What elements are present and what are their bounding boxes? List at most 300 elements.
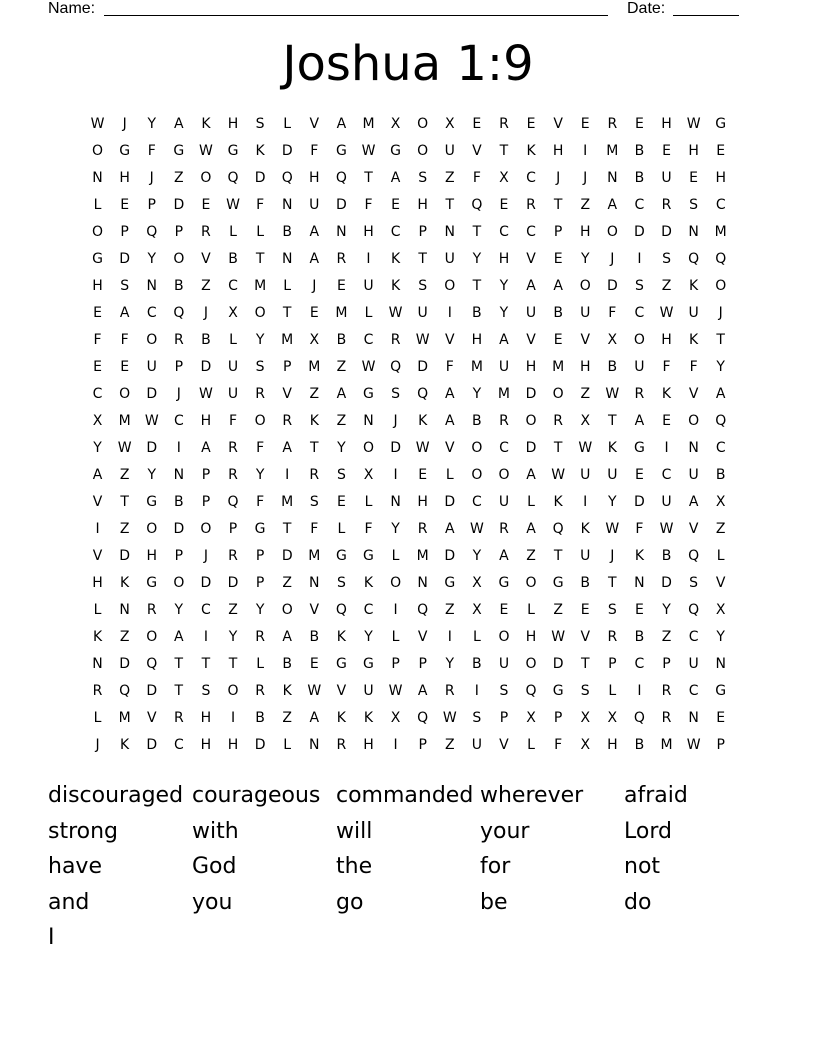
grid-letter[interactable]: T [201, 656, 211, 672]
grid-letter[interactable]: J [718, 305, 723, 321]
grid-letter[interactable]: G [146, 494, 158, 510]
grid-letter[interactable]: X [715, 494, 726, 510]
grid-letter[interactable]: S [336, 575, 346, 591]
grid-letter[interactable]: Q [471, 197, 483, 213]
grid-letter[interactable]: P [255, 575, 265, 591]
grid-letter[interactable]: Z [228, 602, 238, 618]
grid-letter[interactable]: D [417, 359, 429, 375]
grid-letter[interactable]: Y [255, 467, 265, 483]
grid-letter[interactable]: D [146, 683, 158, 699]
grid-letter[interactable]: O [633, 332, 645, 348]
grid-letter[interactable]: D [634, 494, 645, 510]
grid-letter[interactable]: B [255, 710, 265, 726]
grid-letter[interactable]: L [93, 197, 102, 213]
grid-letter[interactable]: H [417, 197, 428, 213]
grid-letter[interactable]: G [552, 683, 564, 699]
grid-letter[interactable]: D [146, 737, 158, 753]
grid-letter[interactable]: B [553, 305, 563, 321]
grid-letter[interactable]: H [92, 278, 103, 294]
grid-letter[interactable]: Q [688, 602, 700, 618]
grid-letter[interactable]: W [117, 440, 132, 456]
grid-letter[interactable]: R [499, 521, 509, 537]
grid-letter[interactable]: T [282, 521, 292, 537]
grid-letter[interactable]: Z [444, 602, 455, 618]
grid-letter[interactable]: B [228, 251, 238, 267]
grid-letter[interactable]: U [688, 305, 699, 321]
grid-letter[interactable]: J [610, 548, 615, 564]
grid-letter[interactable]: W [361, 359, 376, 375]
grid-letter[interactable]: Z [661, 278, 672, 294]
grid-letter[interactable]: Y [716, 359, 725, 375]
grid-letter[interactable]: R [228, 467, 238, 483]
grid-letter[interactable]: X [580, 710, 591, 726]
grid-letter[interactable]: V [715, 575, 726, 591]
grid-letter[interactable]: E [93, 305, 102, 321]
grid-letter[interactable]: O [119, 386, 131, 402]
grid-letter[interactable]: H [525, 359, 537, 375]
grid-letter[interactable]: R [390, 332, 401, 348]
grid-letter[interactable]: R [173, 710, 184, 726]
grid-letter[interactable]: C [228, 278, 238, 294]
grid-letter[interactable]: W [469, 521, 484, 537]
grid-letter[interactable]: Q [173, 305, 185, 321]
grid-letter[interactable]: R [444, 683, 455, 699]
grid-letter[interactable]: K [607, 440, 617, 456]
grid-letter[interactable]: O [417, 143, 429, 159]
grid-letter[interactable]: A [309, 224, 320, 240]
grid-letter[interactable]: U [309, 197, 320, 213]
grid-letter[interactable]: D [200, 359, 212, 375]
grid-letter[interactable]: Z [309, 386, 320, 402]
grid-letter[interactable]: E [309, 656, 319, 672]
grid-letter[interactable]: P [608, 656, 617, 672]
grid-letter[interactable]: N [444, 224, 455, 240]
grid-letter[interactable]: V [580, 332, 591, 348]
grid-letter[interactable]: X [390, 710, 401, 726]
grid-letter[interactable]: A [417, 683, 428, 699]
grid-letter[interactable]: Q [633, 710, 645, 726]
grid-letter[interactable]: P [553, 710, 563, 726]
grid-letter[interactable]: O [227, 683, 239, 699]
grid-letter[interactable]: C [173, 413, 184, 429]
grid-letter[interactable]: O [471, 440, 483, 456]
grid-letter[interactable]: H [227, 737, 239, 753]
grid-letter[interactable]: P [418, 224, 427, 240]
grid-letter[interactable]: J [149, 170, 154, 186]
grid-letter[interactable]: P [716, 737, 725, 753]
grid-letter[interactable]: W [144, 413, 159, 429]
grid-letter[interactable]: G [227, 143, 239, 159]
grid-letter[interactable]: T [608, 575, 617, 591]
grid-letter[interactable]: O [200, 521, 212, 537]
grid-letter[interactable]: S [201, 683, 211, 699]
grid-letter[interactable]: G [363, 548, 374, 564]
grid-letter[interactable]: J [203, 305, 208, 321]
grid-letter[interactable]: O [254, 413, 266, 429]
grid-letter[interactable]: S [120, 278, 130, 294]
grid-letter[interactable]: J [583, 170, 588, 186]
grid-letter[interactable]: Q [281, 170, 293, 186]
grid-letter[interactable]: L [472, 629, 481, 645]
grid-letter[interactable]: B [472, 413, 482, 429]
grid-letter[interactable]: O [254, 305, 266, 321]
grid-letter[interactable]: I [447, 305, 452, 321]
grid-letter[interactable]: L [229, 224, 237, 240]
grid-letter[interactable]: W [415, 440, 430, 456]
grid-letter[interactable]: I [230, 710, 236, 726]
grid-letter[interactable]: O [92, 224, 104, 240]
grid-letter[interactable]: L [716, 548, 725, 564]
grid-letter[interactable]: A [526, 521, 536, 537]
grid-letter[interactable]: T [228, 656, 238, 672]
grid-letter[interactable]: K [309, 413, 319, 429]
grid-letter[interactable]: C [363, 332, 374, 348]
grid-letter[interactable]: Q [688, 251, 700, 267]
grid-letter[interactable]: A [715, 386, 726, 402]
grid-letter[interactable]: C [526, 170, 536, 186]
grid-letter[interactable]: T [553, 197, 563, 213]
grid-letter[interactable]: Y [662, 602, 671, 618]
grid-letter[interactable]: U [444, 251, 455, 267]
grid-letter[interactable]: I [285, 467, 290, 483]
grid-letter[interactable]: R [634, 386, 645, 402]
grid-letter[interactable]: R [553, 413, 563, 429]
grid-letter[interactable]: Y [391, 521, 400, 537]
grid-letter[interactable]: F [364, 521, 373, 537]
grid-letter[interactable]: J [556, 170, 561, 186]
grid-letter[interactable]: H [607, 737, 618, 753]
grid-letter[interactable]: A [336, 116, 347, 132]
grid-letter[interactable]: H [525, 629, 537, 645]
grid-letter[interactable]: T [120, 494, 129, 510]
grid-letter[interactable]: C [92, 386, 103, 402]
grid-letter[interactable]: A [390, 170, 401, 186]
grid-letter[interactable]: X [580, 737, 591, 753]
grid-letter[interactable]: E [418, 467, 428, 483]
grid-letter[interactable]: U [688, 467, 699, 483]
grid-letter[interactable]: X [526, 710, 536, 726]
grid-letter[interactable]: Y [337, 440, 346, 456]
grid-letter[interactable]: W [226, 197, 240, 213]
grid-letter[interactable]: L [527, 602, 535, 618]
grid-letter[interactable]: W [388, 305, 403, 321]
grid-letter[interactable]: U [661, 494, 672, 510]
grid-letter[interactable]: F [93, 332, 102, 348]
grid-letter[interactable]: B [201, 332, 211, 348]
grid-letter[interactable]: Y [608, 494, 617, 510]
grid-letter[interactable]: O [146, 332, 158, 348]
grid-letter[interactable]: Q [552, 521, 564, 537]
grid-letter[interactable]: E [662, 413, 671, 429]
grid-letter[interactable]: F [147, 143, 156, 159]
grid-letter[interactable]: O [579, 278, 591, 294]
grid-letter[interactable]: N [119, 602, 130, 618]
grid-letter[interactable]: R [607, 116, 618, 132]
grid-letter[interactable]: E [580, 602, 590, 618]
grid-letter[interactable]: L [93, 710, 102, 726]
grid-letter[interactable]: W [551, 467, 566, 483]
grid-letter[interactable]: K [120, 575, 130, 591]
grid-letter[interactable]: Z [119, 521, 130, 537]
grid-letter[interactable]: N [309, 737, 320, 753]
grid-letter[interactable]: G [390, 143, 401, 159]
grid-letter[interactable]: F [689, 359, 698, 375]
grid-letter[interactable]: I [583, 143, 588, 159]
grid-letter[interactable]: T [282, 305, 292, 321]
grid-letter[interactable]: Z [201, 278, 211, 294]
grid-letter[interactable]: A [119, 305, 130, 321]
grid-letter[interactable]: T [580, 656, 590, 672]
grid-letter[interactable]: Q [417, 386, 429, 402]
grid-letter[interactable]: O [444, 278, 456, 294]
grid-letter[interactable]: U [661, 170, 672, 186]
grid-letter[interactable]: W [388, 683, 403, 699]
grid-letter[interactable]: W [659, 521, 674, 537]
grid-letter[interactable]: M [552, 359, 565, 375]
grid-letter[interactable]: N [146, 278, 157, 294]
grid-letter[interactable]: J [122, 116, 127, 132]
grid-letter[interactable]: F [228, 413, 238, 429]
grid-letter[interactable]: Z [336, 359, 347, 375]
grid-letter[interactable]: A [174, 116, 184, 132]
grid-letter[interactable]: D [336, 197, 347, 213]
grid-letter[interactable]: Z [282, 710, 292, 726]
date-blank-line[interactable] [673, 15, 739, 16]
grid-letter[interactable]: D [173, 197, 185, 213]
grid-letter[interactable]: U [498, 656, 510, 672]
grid-letter[interactable]: Y [445, 656, 455, 672]
grid-letter[interactable]: S [418, 170, 428, 186]
grid-letter[interactable]: N [688, 440, 699, 456]
grid-letter[interactable]: F [364, 197, 373, 213]
grid-letter[interactable]: G [335, 548, 347, 564]
grid-letter[interactable]: O [498, 629, 510, 645]
grid-letter[interactable]: R [499, 413, 509, 429]
grid-letter[interactable]: H [227, 116, 239, 132]
grid-letter[interactable]: L [256, 656, 265, 672]
grid-letter[interactable]: I [447, 629, 452, 645]
grid-letter[interactable]: D [281, 143, 293, 159]
grid-letter[interactable]: S [689, 197, 699, 213]
grid-letter[interactable]: O [146, 629, 158, 645]
grid-letter[interactable]: Q [146, 224, 158, 240]
grid-letter[interactable]: O [471, 467, 483, 483]
grid-letter[interactable]: G [119, 143, 131, 159]
grid-letter[interactable]: L [93, 602, 102, 618]
grid-letter[interactable]: X [607, 710, 618, 726]
grid-letter[interactable]: Z [174, 170, 184, 186]
grid-letter[interactable]: I [203, 629, 208, 645]
grid-letter[interactable]: L [527, 494, 535, 510]
grid-letter[interactable]: B [661, 548, 672, 564]
grid-letter[interactable]: P [418, 737, 427, 753]
grid-letter[interactable]: W [442, 710, 457, 726]
grid-letter[interactable]: Y [255, 332, 265, 348]
grid-letter[interactable]: I [637, 683, 642, 699]
grid-letter[interactable]: G [335, 143, 347, 159]
grid-letter[interactable]: U [607, 467, 618, 483]
grid-letter[interactable]: A [607, 197, 618, 213]
grid-letter[interactable]: X [580, 413, 591, 429]
grid-letter[interactable]: R [228, 440, 238, 456]
grid-letter[interactable]: V [201, 251, 211, 267]
grid-letter[interactable]: V [472, 143, 482, 159]
grid-letter[interactable]: E [499, 197, 509, 213]
grid-letter[interactable]: R [92, 683, 103, 699]
grid-letter[interactable]: X [715, 602, 726, 618]
grid-letter[interactable]: H [146, 548, 157, 564]
grid-letter[interactable]: P [228, 521, 238, 537]
grid-letter[interactable]: V [444, 440, 455, 456]
grid-letter[interactable]: A [309, 710, 320, 726]
grid-letter[interactable]: N [281, 197, 293, 213]
grid-letter[interactable]: C [688, 683, 699, 699]
grid-letter[interactable]: Y [174, 602, 184, 618]
grid-letter[interactable]: H [688, 143, 699, 159]
grid-letter[interactable]: Q [335, 170, 347, 186]
grid-letter[interactable]: C [363, 602, 374, 618]
grid-letter[interactable]: Z [444, 737, 455, 753]
grid-letter[interactable]: D [281, 548, 293, 564]
grid-letter[interactable]: T [608, 413, 617, 429]
grid-letter[interactable]: M [606, 143, 619, 159]
grid-letter[interactable]: D [200, 575, 212, 591]
grid-letter[interactable]: B [472, 656, 482, 672]
grid-letter[interactable]: E [580, 116, 590, 132]
grid-letter[interactable]: A [92, 467, 103, 483]
grid-letter[interactable]: Q [390, 359, 402, 375]
grid-letter[interactable]: C [471, 494, 482, 510]
grid-letter[interactable]: B [634, 737, 645, 753]
grid-letter[interactable]: P [662, 656, 671, 672]
grid-letter[interactable]: L [391, 548, 400, 564]
grid-letter[interactable]: K [201, 116, 211, 132]
grid-letter[interactable]: A [634, 413, 645, 429]
grid-letter[interactable]: S [607, 602, 617, 618]
grid-letter[interactable]: M [308, 548, 321, 564]
grid-letter[interactable]: E [634, 467, 644, 483]
grid-letter[interactable]: Q [417, 602, 429, 618]
grid-letter[interactable]: C [688, 629, 699, 645]
grid-letter[interactable]: K [553, 494, 563, 510]
grid-letter[interactable]: F [445, 359, 454, 375]
grid-letter[interactable]: D [390, 440, 401, 456]
grid-letter[interactable]: N [309, 575, 320, 591]
grid-letter[interactable]: I [95, 521, 100, 537]
grid-letter[interactable]: M [714, 224, 727, 240]
grid-letter[interactable]: Q [688, 548, 700, 564]
grid-letter[interactable]: O [173, 575, 185, 591]
grid-letter[interactable]: O [173, 251, 185, 267]
grid-letter[interactable]: H [579, 224, 591, 240]
grid-letter[interactable]: P [120, 224, 129, 240]
grid-letter[interactable]: W [551, 629, 566, 645]
grid-letter[interactable]: B [309, 629, 320, 645]
grid-letter[interactable]: H [715, 170, 726, 186]
grid-letter[interactable]: P [174, 548, 184, 564]
grid-letter[interactable]: A [688, 494, 699, 510]
grid-letter[interactable]: J [203, 548, 208, 564]
grid-letter[interactable]: J [176, 386, 181, 402]
grid-letter[interactable]: L [608, 683, 617, 699]
grid-letter[interactable]: V [417, 629, 428, 645]
grid-letter[interactable]: T [418, 251, 427, 267]
grid-letter[interactable]: U [471, 737, 482, 753]
grid-letter[interactable]: T [553, 440, 563, 456]
grid-letter[interactable]: U [634, 359, 645, 375]
grid-letter[interactable]: Y [472, 386, 482, 402]
grid-letter[interactable]: L [527, 737, 535, 753]
grid-letter[interactable]: G [92, 251, 103, 267]
grid-letter[interactable]: Z [580, 386, 591, 402]
grid-letter[interactable]: R [336, 251, 347, 267]
grid-letter[interactable]: W [199, 143, 213, 159]
grid-letter[interactable]: O [715, 278, 727, 294]
grid-letter[interactable]: V [526, 251, 536, 267]
grid-letter[interactable]: B [634, 629, 645, 645]
grid-letter[interactable]: Q [715, 251, 727, 267]
grid-letter[interactable]: P [174, 359, 184, 375]
grid-letter[interactable]: I [393, 737, 398, 753]
grid-letter[interactable]: E [120, 359, 130, 375]
grid-letter[interactable]: N [607, 170, 618, 186]
grid-letter[interactable]: E [526, 116, 536, 132]
grid-letter[interactable]: B [580, 575, 591, 591]
grid-letter[interactable]: C [146, 305, 157, 321]
grid-letter[interactable]: K [580, 521, 590, 537]
grid-letter[interactable]: H [661, 116, 672, 132]
grid-letter[interactable]: N [336, 224, 347, 240]
grid-letter[interactable]: B [174, 278, 184, 294]
grid-letter[interactable]: T [364, 170, 373, 186]
grid-letter[interactable]: Z [119, 629, 130, 645]
grid-letter[interactable]: V [553, 116, 563, 132]
grid-letter[interactable]: M [254, 278, 267, 294]
grid-letter[interactable]: E [93, 359, 102, 375]
grid-letter[interactable]: G [146, 575, 158, 591]
grid-letter[interactable]: C [715, 197, 726, 213]
grid-letter[interactable]: C [634, 656, 645, 672]
grid-letter[interactable]: I [176, 440, 181, 456]
grid-letter[interactable]: A [444, 386, 455, 402]
grid-letter[interactable]: O [362, 440, 374, 456]
grid-letter[interactable]: K [526, 143, 536, 159]
grid-letter[interactable]: G [254, 521, 266, 537]
grid-letter[interactable]: G [715, 116, 727, 132]
grid-letter[interactable]: Y [147, 116, 157, 132]
grid-letter[interactable]: K [689, 332, 699, 348]
grid-letter[interactable]: Y [580, 251, 590, 267]
grid-letter[interactable]: U [688, 656, 699, 672]
grid-letter[interactable]: S [336, 467, 346, 483]
grid-letter[interactable]: M [335, 305, 348, 321]
grid-letter[interactable]: C [173, 737, 184, 753]
grid-letter[interactable]: P [201, 494, 211, 510]
grid-letter[interactable]: N [281, 251, 293, 267]
grid-letter[interactable]: S [309, 494, 319, 510]
grid-letter[interactable]: B [336, 332, 347, 348]
grid-letter[interactable]: E [553, 332, 563, 348]
grid-letter[interactable]: M [470, 359, 483, 375]
grid-letter[interactable]: T [499, 143, 509, 159]
grid-letter[interactable]: H [119, 170, 130, 186]
grid-letter[interactable]: W [605, 521, 620, 537]
grid-letter[interactable]: Y [472, 548, 482, 564]
grid-letter[interactable]: M [416, 548, 429, 564]
grid-letter[interactable]: Z [444, 170, 455, 186]
grid-letter[interactable]: H [92, 575, 103, 591]
grid-letter[interactable]: O [606, 224, 618, 240]
